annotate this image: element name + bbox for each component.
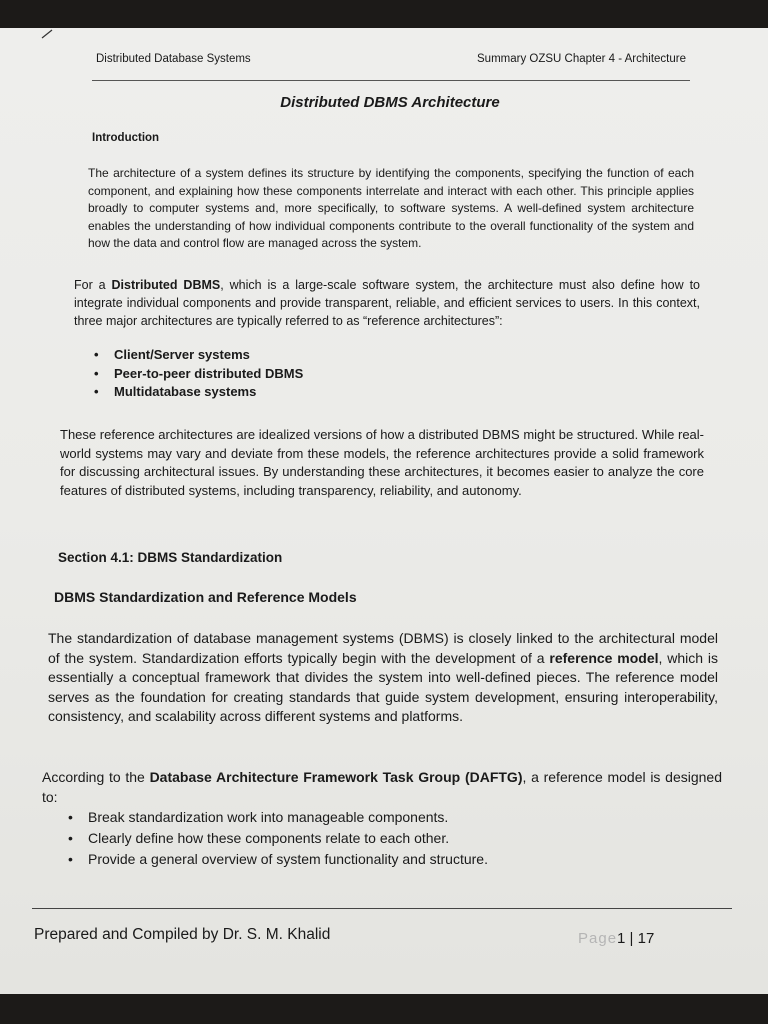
document-page <box>0 28 768 994</box>
footer-divider <box>32 908 732 909</box>
document-title: Distributed DBMS Architecture <box>280 94 500 111</box>
list-item: • Client/Server systems <box>88 346 303 365</box>
daftg-term: Database Architecture Framework Task Group (DAFTG) <box>149 769 523 785</box>
running-header <box>96 53 686 65</box>
reference-model-term: reference model <box>549 649 659 666</box>
header-course-title: Distributed Database Systems <box>96 53 251 65</box>
architecture-list <box>88 346 303 402</box>
page-number: Page1 | 17 <box>578 930 655 947</box>
list-item: • Clearly define how these components relate to each other. <box>62 828 488 849</box>
header-chapter-title: Summary OZSU Chapter 4 - Architecture <box>477 53 686 65</box>
list-item: • Multidatabase systems <box>88 383 303 402</box>
pen-mark-icon <box>40 28 54 42</box>
reference-model-goals-list <box>62 807 488 870</box>
distributed-dbms-term: Distributed DBMS <box>111 278 221 292</box>
intro-paragraph-3: These reference architectures are idealized versions of how a distributed DBMS might be structured. While real-world systems may vary and deviate from these models, the reference architectures provide a solid framework for discussing architectural issues. By understanding these architectures, it becomes easier to analyze the core features of distributed systems, including transparency, reliability, and autonomy. <box>60 427 704 498</box>
footer-author: Prepared and Compiled by Dr. S. M. Khalid <box>34 926 331 943</box>
section-paragraph-2: According to the Database Architecture Framework Task Group (DAFTG), a reference model is designed to: <box>42 769 722 805</box>
header-divider <box>92 80 690 81</box>
section-subheading: DBMS Standardization and Reference Models <box>54 589 357 605</box>
section-paragraph-1: The standardization of database management systems (DBMS) is closely linked to the architectural model of the system. Standardization efforts typically begin with the development of a reference model, which is essentially a conceptual framework that divides the system into well-defined pieces. The reference model serves as the foundation for creating standards that guide system development, ensuring interoperability, consistency, and scalability across different systems and platforms. <box>48 630 718 724</box>
list-item: • Break standardization work into manageable components. <box>62 807 488 828</box>
section-heading: Section 4.1: DBMS Standardization <box>58 550 283 565</box>
intro-paragraph-1: The architecture of a system defines its structure by identifying the components, specifying the function of each component, and explaining how these components interrelate and interact with each other. This principle applies broadly to computer systems and, more specifically, to software systems. A well-defined system architecture enables the understanding of how individual components contribute to the overall functionality of the system and how the data and control flow are managed across the system. <box>88 166 694 250</box>
intro-heading: Introduction <box>92 132 160 144</box>
list-item: • Peer-to-peer distributed DBMS <box>88 365 303 384</box>
intro-paragraph-2: For a Distributed DBMS, which is a large-scale software system, the architecture must also define how to integrate individual components and provide transparent, reliable, and efficient services to users. In this context, three major architectures are typically referred to as “reference architectures”: <box>74 278 700 328</box>
list-item: • Provide a general overview of system functionality and structure. <box>62 849 488 870</box>
